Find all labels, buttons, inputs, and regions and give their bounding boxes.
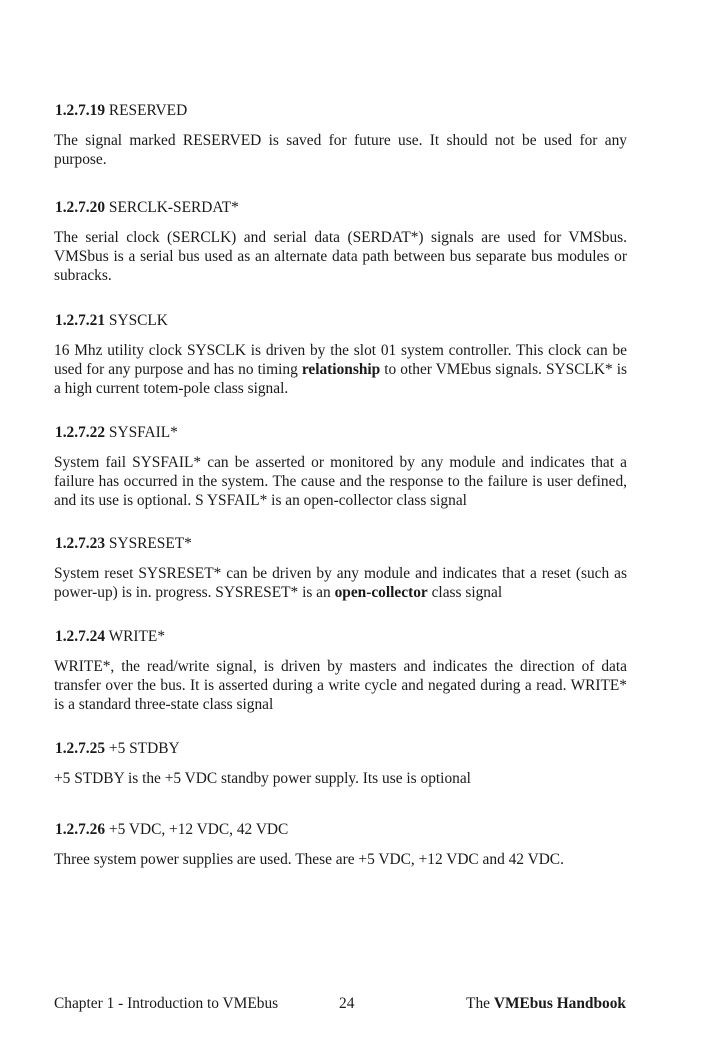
section-heading	[55, 101, 627, 120]
section-title: +5 STDBY	[108, 740, 180, 757]
footer-chapter: Chapter 1 - Introduction to VMEbus	[54, 995, 279, 1012]
section-number: 1.2.7.19	[55, 102, 106, 119]
section-title: SYSCLK	[108, 312, 168, 329]
section-1-2-7-21	[54, 311, 627, 398]
bold-term: open-collector	[334, 584, 428, 601]
section-title: +5 VDC, +12 VDC, 42 VDC	[108, 821, 289, 838]
paragraph-text: to other VMEbus signals. SYSCLK* is a high current totem-pole class signal.	[54, 361, 627, 397]
section-paragraph: The signal marked RESERVED is saved for future use. It should not be used for any purpose.	[54, 132, 627, 168]
section-number: 1.2.7.26	[55, 821, 106, 838]
section-heading	[55, 534, 627, 553]
section-paragraph	[54, 341, 627, 398]
section-1-2-7-24	[54, 627, 627, 714]
section-heading	[55, 311, 627, 330]
bold-term: relationship	[301, 361, 381, 378]
section-1-2-7-26	[54, 820, 627, 869]
section-paragraph: The serial clock (SERCLK) and serial data (SERDAT*) signals are used for VMSbus. VMSbus is a serial bus used as an alternate data path between bus separate bus modules or subracks.	[54, 229, 627, 284]
section-paragraph: Three system power supplies are used. These are +5 VDC, +12 VDC and 42 VDC.	[54, 851, 564, 868]
section-1-2-7-22	[54, 423, 627, 510]
section-title: SYSFAIL*	[108, 424, 178, 441]
footer-book-name: VMEbus Handbook	[493, 995, 626, 1012]
page-footer	[54, 994, 626, 1014]
section-title: RESERVED	[108, 102, 188, 119]
section-title: SERCLK-SERDAT*	[108, 199, 239, 216]
section-number: 1.2.7.24	[55, 628, 106, 645]
footer-book-title	[466, 994, 626, 1013]
section-heading	[55, 820, 627, 839]
footer-book-prefix: The	[466, 995, 494, 1012]
section-paragraph: WRITE*, the read/write signal, is driven by masters and indicates the direction of data transfer over the bus. It is asserted during a write cycle and negated during a read. WRITE* is a standard three-state class signal	[54, 658, 627, 713]
section-paragraph	[54, 564, 627, 602]
section-paragraph: System fail SYSFAIL* can be asserted or monitored by any module and indicates that a failure has occurred in the system. The cause and the response to the failure is user defined, and its use is optional. S YSFAIL* is an open-collector class signal	[54, 454, 627, 509]
paragraph-text: class signal	[427, 584, 503, 601]
section-number: 1.2.7.22	[55, 424, 106, 441]
section-title: WRITE*	[108, 628, 166, 645]
paragraph-text: System reset SYSRESET* can be driven by any module and indicates that a reset (such as power-up) is in. progress. SYSRESET* is an	[54, 565, 627, 601]
section-1-2-7-23	[54, 534, 627, 602]
paragraph-text: 16 Mhz utility clock SYSCLK is driven by the slot 01 system controller. This clock can be used for any purpose and has no timing	[54, 342, 627, 378]
page-number: 24	[339, 995, 355, 1012]
section-1-2-7-20	[54, 198, 627, 285]
section-number: 1.2.7.23	[55, 535, 106, 552]
section-heading	[55, 423, 627, 442]
section-heading	[55, 739, 627, 758]
section-number: 1.2.7.20	[55, 199, 106, 216]
section-paragraph: +5 STDBY is the +5 VDC standby power supply. Its use is optional	[54, 770, 471, 787]
section-heading	[55, 627, 627, 646]
section-heading	[55, 198, 627, 217]
section-title: SYSRESET*	[108, 535, 192, 552]
section-1-2-7-25	[54, 739, 627, 788]
section-number: 1.2.7.21	[55, 312, 106, 329]
section-number: 1.2.7.25	[55, 740, 106, 757]
section-1-2-7-19	[54, 101, 627, 169]
